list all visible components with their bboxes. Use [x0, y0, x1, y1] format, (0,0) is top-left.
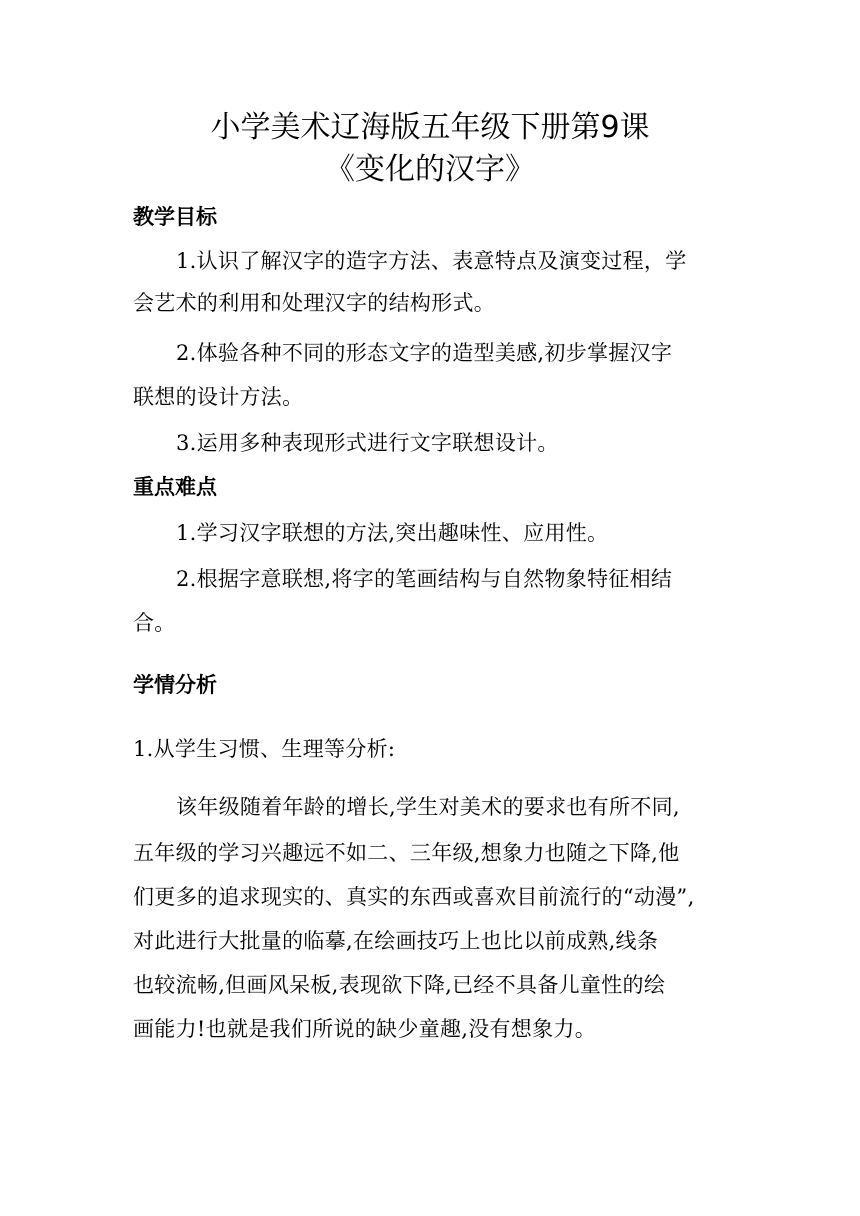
paragraph-line: 2.体验各种不同的形态文字的造型美感,初步掌握汉字	[176, 341, 673, 365]
paragraph-line: 们更多的追求现实的、真实的东西或喜欢目前流行的“动漫”,	[133, 885, 695, 909]
paragraph-line: 2.根据字意联想,将字的笔画结构与自然物象特征相结	[176, 567, 673, 591]
paragraph-line: 五年级的学习兴趣远不如二、三年级,想象力也随之下降,他	[133, 841, 680, 865]
document-title: 小学美术辽海版五年级下册第9课	[210, 110, 650, 145]
section-heading-student-analysis: 学情分析	[133, 673, 217, 697]
paragraph-line: 也较流畅,但画风呆板,表现欲下降,已经不具备儿童性的绘	[133, 973, 666, 997]
paragraph-line: 会艺术的利用和处理汉字的结构形式。	[133, 291, 496, 315]
section-heading-key-difficulties: 重点难点	[133, 475, 217, 499]
section-heading-teaching-goals: 教学目标	[133, 205, 217, 229]
paragraph-line: 合。	[133, 611, 176, 635]
paragraph-line: 1.认识了解汉字的造字方法、表意特点及演变过程，学	[176, 249, 687, 273]
document-subtitle: 《变化的汉字》	[325, 152, 535, 187]
paragraph-line: 画能力!也就是我们所说的缺少童趣,没有想象力。	[133, 1017, 597, 1041]
paragraph-line: 3.运用多种表现形式进行文字联想设计。	[176, 431, 559, 455]
paragraph-line: 对此进行大批量的临摹,在绘画技巧上也比以前成熟,线条	[133, 929, 659, 953]
paragraph-line: 联想的设计方法。	[133, 385, 304, 409]
paragraph-line: 1.学习汉字联想的方法,突出趣味性、应用性。	[176, 521, 609, 545]
paragraph-line: 该年级随着年龄的增长,学生对美术的要求也有所不同,	[176, 795, 680, 819]
paragraph-line: 1.从学生习惯、生理等分析:	[133, 737, 396, 761]
